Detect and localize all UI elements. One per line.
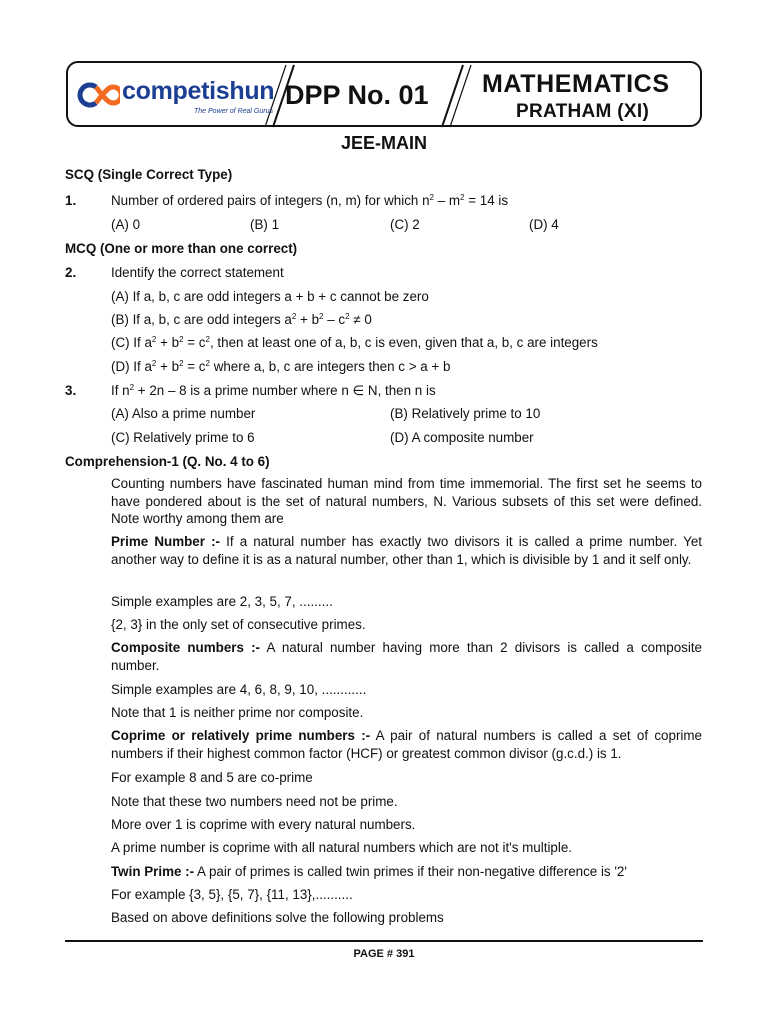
exam-title: JEE-MAIN — [340, 133, 427, 153]
option-3b: (B) Relatively prime to 10 — [390, 406, 541, 421]
section-heading-mcq: MCQ (One or more than one correct) — [65, 241, 298, 256]
composite-examples: Simple examples are 4, 6, 8, 9, 10, ............ — [111, 682, 367, 697]
option-3d: (D) A composite number — [390, 430, 534, 445]
note-one: Note that 1 is neither prime nor composite. — [111, 705, 364, 720]
question-number-2: 2. — [65, 265, 77, 280]
question-2-text: Identify the correct statement — [111, 265, 284, 280]
dpp-number: DPP No. 01 — [285, 80, 429, 110]
level-title: PRATHAM (XI) — [516, 101, 650, 122]
note-four: A prime number is coprime with all natural numbers which are not it's multiple. — [111, 840, 573, 855]
note-three: More over 1 is coprime with every natural numbers. — [111, 817, 416, 832]
header-banner — [66, 61, 702, 127]
coprime-example: For example 8 and 5 are co-prime — [111, 770, 313, 785]
option-2c: (C) If $a^2 + b^2 = c^2$, then at least one of a, b, c is even, given that a, b, c are integers — [111, 335, 598, 350]
option-2b: (B) If a, b, c are odd integers $a^2 + b^2 - c^2 \ne 0$ — [111, 312, 372, 327]
comprehension-intro: Counting numbers have fascinated human mind from time immemorial. The first set he seems to have pondered about is the set of natural numbers, N. Various subsets of this set were defined. Note worthy among them are — [111, 476, 702, 526]
option-3a: (A) Also a prime number — [111, 406, 256, 421]
question-3-text: If $n^2 + 2n - 8$ is a prime number where n ∈ N, then n is — [111, 383, 436, 398]
brand-tagline: The Power of Real Gurus — [194, 108, 273, 115]
option-1d: (D) 4 — [529, 217, 559, 232]
subject-title: MATHEMATICS — [482, 70, 670, 98]
option-1a: (A) 0 — [111, 217, 141, 232]
brand-name: competishun — [122, 77, 275, 105]
consecutive-primes-note: {2, 3} in the only set of consecutive primes. — [111, 617, 366, 632]
definition-composite: Composite numbers :- A natural number having more than 2 divisors is called a composite number. — [111, 640, 702, 673]
twin-prime-examples: For example {3, 5}, {5, 7}, {11, 13},.......... — [111, 887, 353, 902]
definition-twin-prime: Twin Prime :- A pair of primes is called twin primes if their non-negative difference is '2' — [111, 864, 627, 879]
option-3c: (C) Relatively prime to 6 — [111, 430, 255, 445]
section-heading-comprehension: Comprehension-1 (Q. No. 4 to 6) — [65, 454, 270, 469]
note-two: Note that these two numbers need not be prime. — [111, 794, 398, 809]
prime-examples: Simple examples are 2, 3, 5, 7, ......... — [111, 594, 333, 609]
option-1b: (B) 1 — [250, 217, 280, 232]
option-2a: (A) If a, b, c are odd integers a + b + c cannot be zero — [111, 289, 429, 304]
footer-rule — [65, 940, 703, 942]
instruction-line: Based on above definitions solve the following problems — [111, 910, 444, 925]
competishun-logo — [76, 77, 275, 117]
logo-mark-icon — [76, 79, 120, 111]
question-number-1: 1. — [65, 193, 77, 208]
definition-prime: Prime Number :- If a natural number has exactly two divisors it is called a prime number. Yet another way to define it is as a natural number, other than 1, which is divisible by 1 and it self only. — [111, 534, 703, 567]
question-number-3: 3. — [65, 383, 77, 398]
section-heading-scq: SCQ (Single Correct Type) — [65, 167, 233, 182]
option-1c: (C) 2 — [390, 217, 420, 232]
page-number: PAGE # 391 — [353, 948, 415, 960]
definition-coprime: Coprime or relatively prime numbers :- A pair of natural numbers is called a set of coprime numbers if their highest common factor (HCF) or greatest common divisor (g.c.d.) is 1. — [111, 728, 702, 761]
question-1-text: Number of ordered pairs of integers (n, m) for which $n^2 - m^2 = 14$ is — [111, 193, 509, 208]
option-2d: (D) If $a^2 + b^2 = c^2$ where a, b, c are integers then c > a + b — [111, 359, 451, 374]
